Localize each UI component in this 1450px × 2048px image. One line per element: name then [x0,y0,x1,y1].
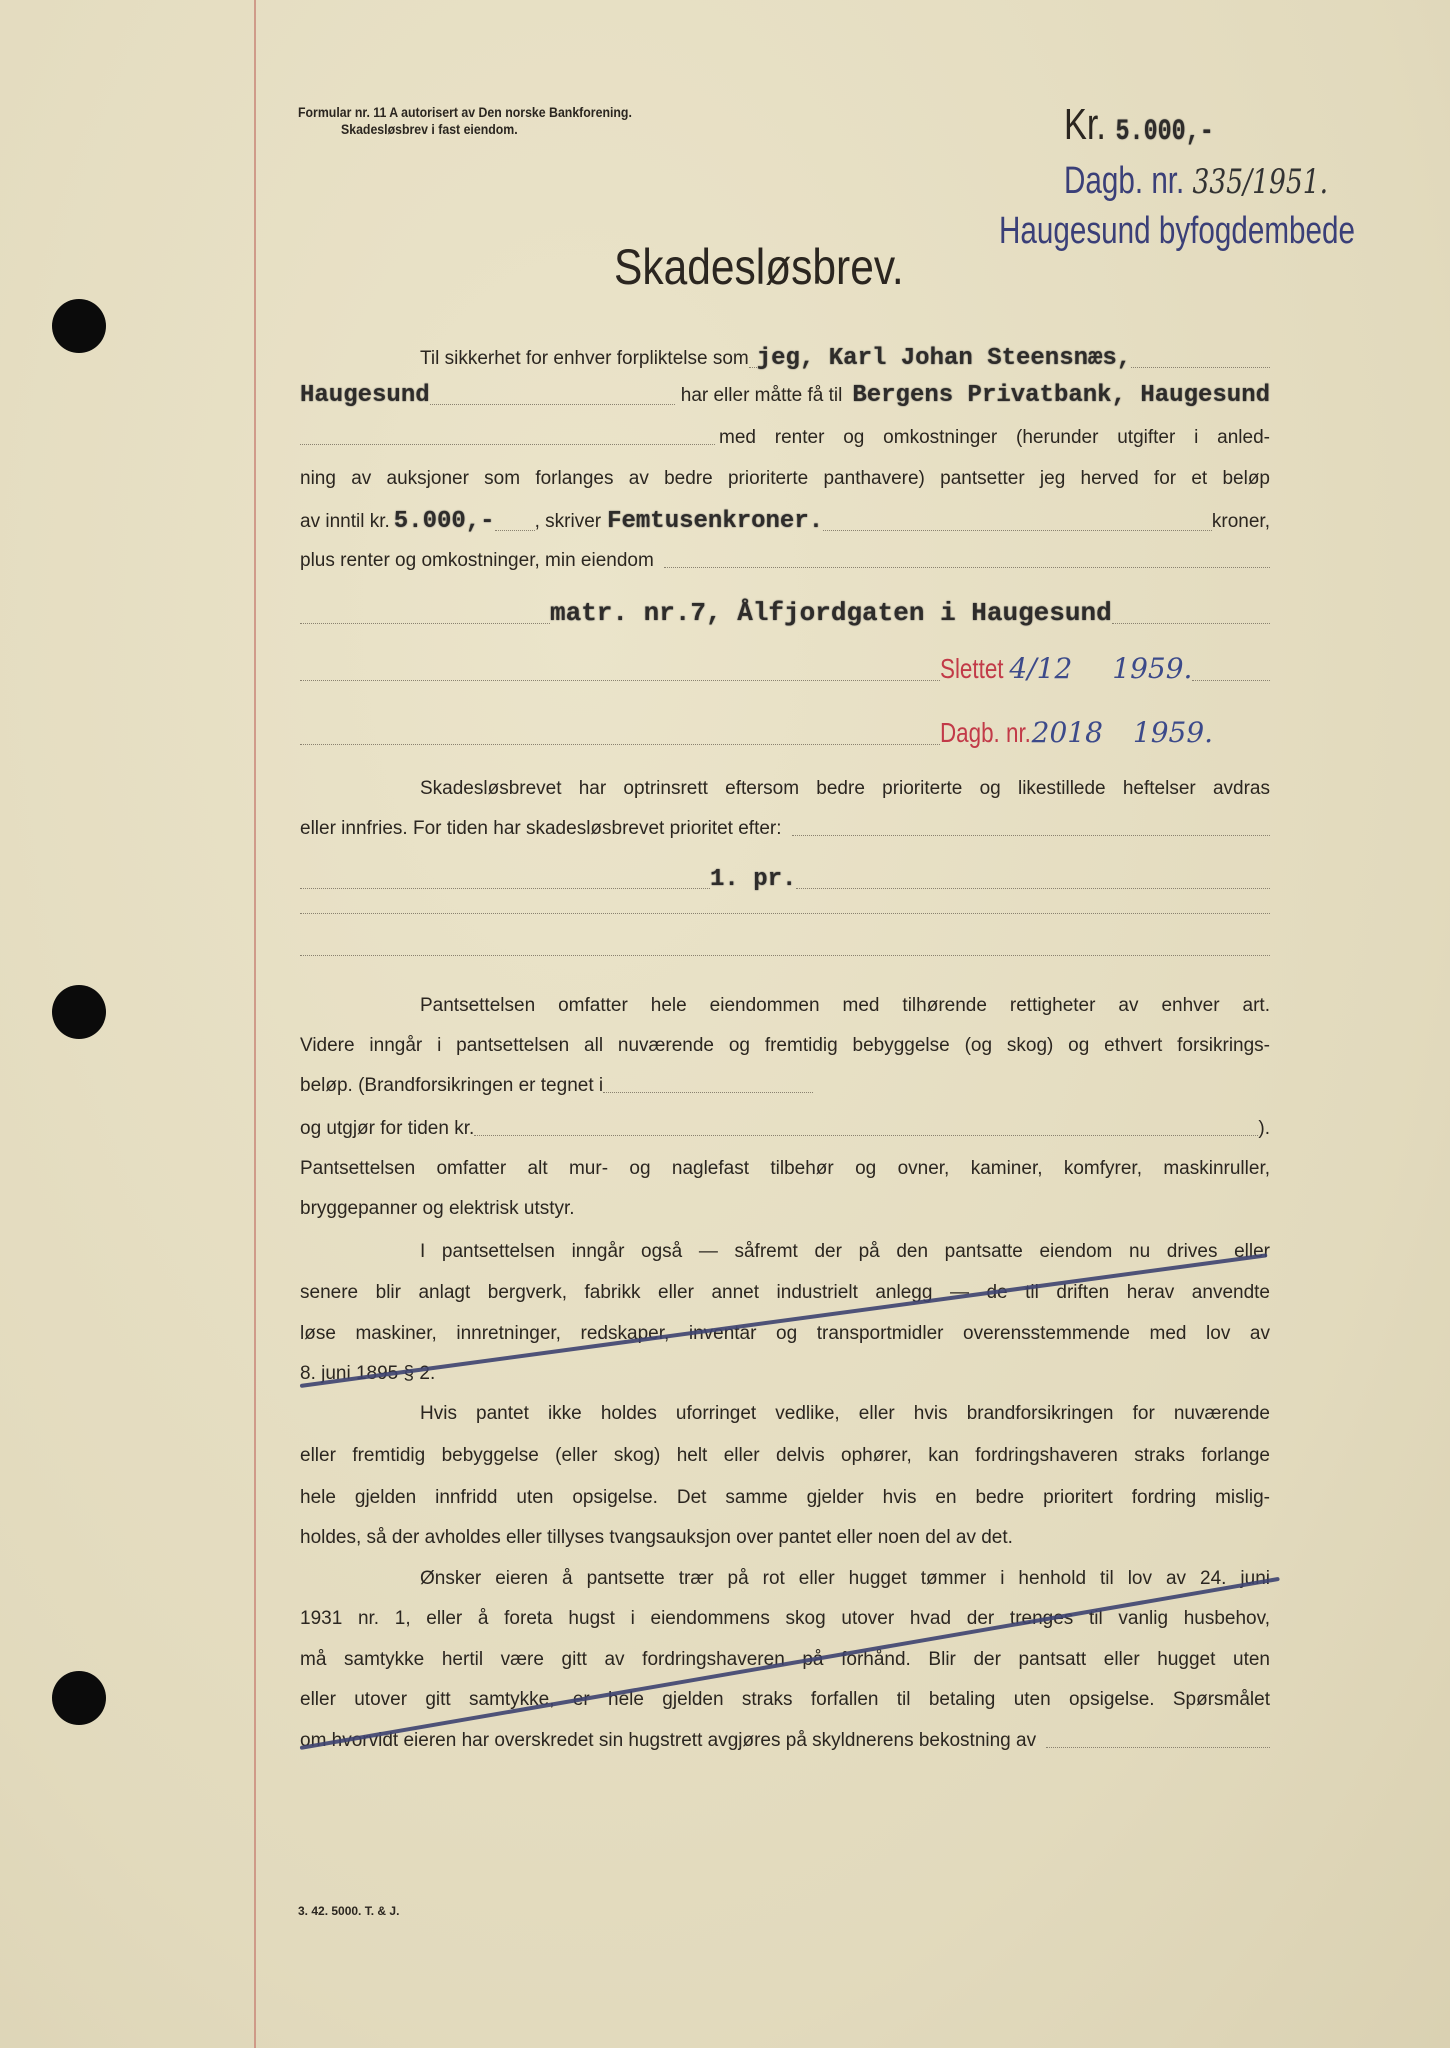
body-line: eller fremtidig bebyggelse (eller skog) helt eller delvis ophører, kan fordringshaveren straks forlange [300,1445,1270,1466]
body-line [300,1568,1270,1590]
body-line [300,1241,1270,1263]
amount-in-words: Femtusenkroner. [607,508,824,535]
punch-hole [52,985,106,1039]
amount-value: 5.000,- [1115,115,1214,149]
body-line [300,598,1270,628]
dagb2-label: Dagb. nr. [940,717,1031,748]
text: , skriver [534,511,602,532]
deleted-year: 1959. [1112,652,1193,685]
body-line: løse maskiner, innretninger, redskaper, inventar og transportmidler overensstemmende med lov av [300,1323,1270,1344]
dagb2-year: 1959. [1132,716,1214,749]
body-line [300,995,1270,1017]
property-description: matr. nr.7, Ålfjordgaten i Haugesund [550,598,1112,628]
form-header-line: Formular nr. 11 A autorisert av Den norske Bankforening. [298,104,632,120]
body-line: bryggepanner og elektrisk utstyr. [300,1198,575,1219]
text: av inntil kr. [300,511,390,532]
body-line [300,508,1270,535]
punch-hole [52,1671,106,1725]
body-line [300,818,1270,840]
form-header-line: Skadesløsbrev i fast eiendom. [341,121,518,137]
text: har eller måtte få til [680,385,843,406]
blank-line [300,955,1270,960]
print-code: 3. 42. 5000. T. & J. [298,1904,400,1918]
body-line [300,382,1270,409]
dagb-label: Dagb. nr. [1064,160,1185,202]
body-line [300,550,1270,572]
body-line [300,427,1270,449]
body-line: 8. juni 1895 § 2. [300,1363,436,1384]
body-line: eller utover gitt samtykke, er hele gjelden straks forfallen til betaling uten opsigelse. Spørsmålet [300,1689,1270,1710]
text: plus renter og omkostninger, min eiendom [300,550,654,571]
text: I pantsettelsen inngår også — såfremt der på den pantsatte eiendom nu drives eller [420,1241,1270,1262]
loan-amount: 5.000,- [393,508,495,535]
punch-hole [52,299,106,353]
office-stamp: Haugesund byfogdembede [999,210,1355,252]
text: Pantsettelsen omfatter hele eiendommen med tilhørende rettigheter av enhver art. [420,995,1270,1016]
page-title: Skadesløsbrev. [614,239,904,295]
body-line [300,1118,1270,1140]
text: og utgjør for tiden kr. [300,1118,475,1139]
text: beløp. (Brandforsikringen er tegnet i [300,1075,604,1096]
text: kroner, [1211,511,1270,532]
body-line: hele gjelden innfridd uten opsigelse. Det samme gjelder hvis en bedre prioritert fordring mislig- [300,1487,1270,1508]
dagb-stamp [1064,160,1328,203]
body-line: Pantsettelsen omfatter alt mur- og naglefast tilbehør og ovner, kaminer, komfyrer, maskinruller, [300,1158,1270,1179]
body-line [300,1075,1270,1097]
body-line [300,1730,1270,1752]
deleted-stamp: Slettet [940,653,1004,684]
deletion-line [300,652,1270,685]
text: eller innfries. For tiden har skadesløsbrevet prioritet efter: [300,818,782,839]
text: med renter og omkostninger (herunder utgifter i anled- [719,427,1270,448]
creditor-name: Bergens Privatbank, Haugesund [852,382,1270,409]
debtor-city: Haugesund [300,382,430,409]
dagb-number: 335/1951. [1192,162,1329,202]
text: Skadesløsbrevet har optrinsrett eftersom bedre prioriterte og likestillede heftelser avdras [420,778,1270,799]
text: om hvorvidt eieren har overskredet sin hugstrett avgjøres på skyldnerens bekostning av [300,1730,1037,1751]
body-line [300,866,1270,893]
text: Hvis pantet ikke holdes uforringet vedlike, eller hvis brandforsikringen for nuværende [420,1403,1270,1424]
blank-line [300,913,1270,918]
body-line: Videre inngår i pantsettelsen all nuværende og fremtidig bebyggelse (og skog) og ethvert forsikrings- [300,1035,1270,1056]
text: Til sikkerhet for enhver forpliktelse som [420,348,749,369]
body-line [300,1403,1270,1425]
body-line: senere blir anlagt bergverk, fabrikk eller annet industrielt anlegg — de til driften herav anvendte [300,1282,1270,1303]
body-line: holdes, så der avholdes eller tillyses tvangsauksjon over pantet eller noen del av det. [300,1527,1013,1548]
body-line [300,778,1270,800]
dagb2-number: 2018 [1031,716,1103,749]
dagb2-line [300,716,1270,749]
margin-line [254,0,256,2048]
kr-label: Kr. [1064,100,1106,149]
priority: 1. pr. [710,866,797,893]
body-line: 1931 nr. 1, eller å foreta hugst i eiendommens skog utover hvad der trenges til vanlig husbehov, [300,1608,1270,1629]
debtor-name: jeg, Karl Johan Steensnæs, [756,345,1132,372]
body-line: må samtykke hertil være gitt av fordringshaveren på forhånd. Blir der pantsatt eller hugget uten [300,1649,1270,1670]
deleted-date: 4/12 [1009,652,1073,685]
body-line [300,345,1270,372]
text: Ønsker eieren å pantsette trær på rot eller hugget tømmer i henhold til lov av 24. juni [420,1568,1270,1589]
body-line: ning av auksjoner som forlanges av bedre prioriterte panthavere) pantsetter jeg herved for et beløp [300,468,1270,489]
text: ). [1258,1118,1270,1139]
amount-box [1064,100,1214,150]
